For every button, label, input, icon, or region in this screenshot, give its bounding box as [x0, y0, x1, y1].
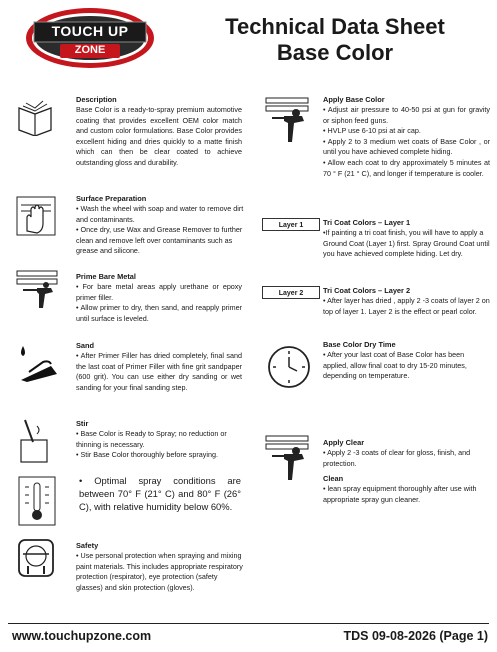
stir-section [76, 419, 244, 461]
title-line-2: Base Color [276, 40, 394, 65]
apply-clear-item: • Apply 2 -3 coats of clear for gloss, finish, and protection. [323, 448, 471, 468]
apply-base-item: • HVLP use 6-10 psi at air cap. [323, 126, 421, 136]
apply-base-heading: Apply Base Color [323, 95, 385, 104]
apply-base-item: • Adjust air pressure to 40-50 psi at gun for gravity or siphon feed guns. [323, 105, 490, 125]
dry-time-item: • After your last coat of Base Color has been applied, allow final coat to dry 15-20 minutes, depending on temperature. [323, 350, 467, 381]
spray-conditions-text: • Optimal spray conditions are between 70° F (21° C) and 80° F (26° C), with relative humidity below 60%. [79, 475, 241, 512]
stir-heading: Stir [76, 419, 89, 428]
prime-heading: Prime Bare Metal [76, 272, 136, 281]
apply-base-item: • Apply 2 to 3 medium wet coats of Base Color , or until you have achieved complete hiding. [323, 136, 490, 157]
description-heading: Description [76, 95, 117, 104]
clean-item: • lean spray equipment thoroughly after use with appropriate spray gun cleaner. [323, 484, 477, 504]
respirator-mask-icon [15, 536, 57, 580]
sand-heading: Sand [76, 341, 95, 350]
logo-text-top: TOUCH UP [51, 23, 129, 39]
spray-gun-icon-apply-base [264, 94, 310, 146]
sandpaper-icon [15, 342, 59, 382]
book-icon [15, 98, 55, 136]
spray-gun-icon [15, 268, 59, 310]
tri-coat-layer-1-section [323, 218, 491, 260]
title-line-1: Technical Data Sheet [225, 14, 445, 39]
dry-time-heading: Base Color Dry Time [323, 340, 396, 349]
page-title [180, 14, 490, 66]
prime-item: • Allow primer to dry, then sand, and reapply primer until surface is leveled. [76, 303, 242, 323]
layer-2-item: • After layer has dried , apply 2 -3 coats of layer 2 on top of layer 1. Layer 2 is the effect or pearl color. [323, 296, 490, 316]
apply-clear-section [323, 438, 491, 469]
clean-section [323, 474, 491, 505]
prime-item: • For bare metal areas apply urethane or epoxy primer filler. [76, 282, 242, 302]
logo-text-bottom: ZONE [74, 44, 106, 56]
safety-heading: Safety [76, 541, 99, 550]
surface-prep-item: • Once dry, use Wax and Grease Remover to further clean and remove left over contaminants such as grease and silicone. [76, 225, 243, 256]
stir-item: • Stir Base Color thoroughly before spraying. [76, 450, 218, 460]
touch-up-zone-logo [24, 6, 156, 70]
apply-base-item: • Allow each coat to dry approximately 5 minutes at 70 ° F (21 ° C), and longer if temperature is cooler. [323, 157, 490, 178]
wash-hand-icon [15, 195, 57, 237]
apply-clear-heading: Apply Clear [323, 438, 365, 447]
dry-time-section [323, 340, 491, 382]
layer-2-tag: Layer 2 [262, 286, 320, 299]
layer-2-heading: Tri Coat Colors – Layer 2 [323, 286, 411, 295]
footer-divider [8, 623, 489, 624]
footer-doc-id: TDS 09-08-2026 (Page 1) [343, 629, 488, 643]
clock-icon [266, 343, 312, 391]
spray-gun-icon-apply-clear [264, 432, 310, 484]
apply-base-section [323, 95, 490, 179]
footer-website-link[interactable]: www.touchupzone.com [12, 629, 152, 643]
layer-1-heading: Tri Coat Colors – Layer 1 [323, 218, 411, 227]
tri-coat-layer-2-section [323, 286, 491, 317]
surface-prep-heading: Surface Preparation [76, 194, 147, 203]
thermometer-icon [17, 475, 57, 527]
sand-item: • After Primer Filler has dried completely, final sand the last coat of Primer Filler with fine grit sandpaper (600 grit). You can use either dry sanding or wet sanding for your final sanding step. [76, 351, 242, 392]
prime-bare-metal-section [76, 272, 242, 324]
clean-heading: Clean [323, 474, 344, 483]
description-body: Base Color is a ready-to-spray premium automotive coating that provides excellent OEM color match and custom color formulations. Base Color provides excellent hiding and dries quickly to a matte finish which can then be clear coated to achieve outstanding gloss and durability. [76, 105, 242, 167]
layer-1-tag: Layer 1 [262, 218, 320, 231]
safety-item: • Use personal protection when spraying and mixing paint materials. This includes appropriate respiratory protection (respirator), eye protection (safety glasses) and skin protection (gloves). [76, 551, 243, 592]
surface-prep-item: • Wash the wheel with soap and water to remove dirt and contaminants. [76, 204, 244, 224]
layer-1-item: •If painting a tri coat finish, you will have to apply a Ground Coat (Layer 1) first. Spray Ground Coat until you have achieved complete hiding. Let dry. [323, 228, 490, 259]
surface-prep-section [76, 194, 244, 257]
safety-section [76, 541, 244, 593]
stir-can-icon [15, 416, 53, 464]
stir-item: • Base Color is Ready to Spray; no reduction or thinning is necessary. [76, 429, 227, 449]
description-section [76, 95, 242, 169]
sand-section [76, 341, 242, 393]
